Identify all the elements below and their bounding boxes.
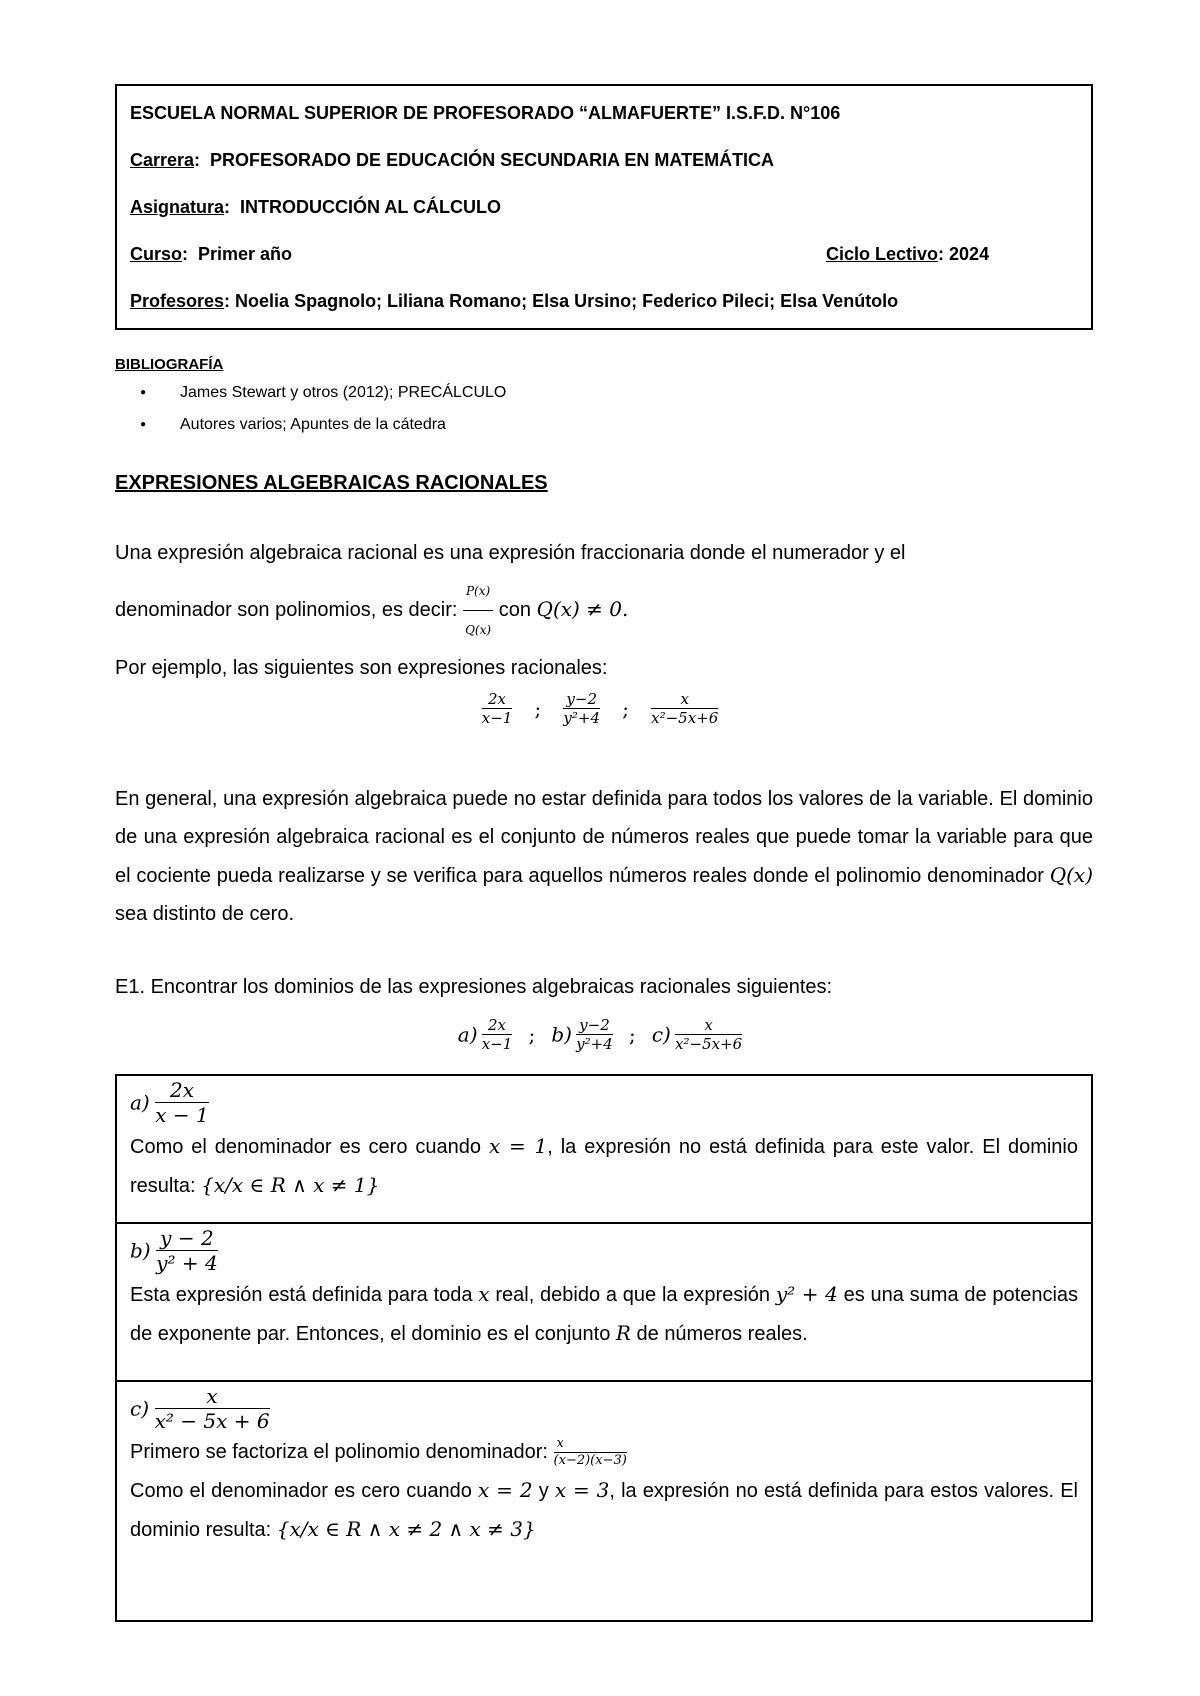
answer-label: c) (130, 1396, 150, 1421)
answer-c-text (130, 1471, 1078, 1549)
fraction-numerator: P(x) (463, 572, 493, 611)
answer-fraction (155, 1384, 270, 1433)
separator: ; (534, 696, 542, 721)
exercise-title: E1. Encontrar los dominios de las expresiones algebraicas racionales siguientes: (115, 976, 833, 998)
carrera-value: PROFESORADO DE EDUCACIÓN SECUNDARIA EN MATEMÁTICA (210, 150, 775, 170)
answer-a-text (130, 1127, 1078, 1205)
fraction-denominator: y²+4 (576, 1035, 613, 1053)
example-fraction (651, 690, 718, 727)
fraction-denominator: y²+4 (563, 709, 601, 727)
answer-c-factor (130, 1433, 1078, 1471)
math: {x/x ∈ R ∧ x ≠ 1} (201, 1173, 380, 1197)
math: x (478, 1282, 490, 1306)
text: , la expresión no está definida para este valor. El dominio resulta: (130, 1136, 1078, 1197)
separator: ; (528, 1022, 536, 1047)
ciclo-label: Ciclo Lectivo (826, 244, 939, 264)
general-text-end: sea distinto de cero. (115, 903, 294, 925)
intro-con: con (493, 598, 537, 621)
intro-condition: Q(x) ≠ 0. (536, 596, 629, 621)
fraction-numerator: 2x (482, 690, 513, 709)
example-fraction (482, 690, 513, 727)
math: x = 1 (488, 1134, 548, 1158)
fraction-numerator: y − 2 (156, 1226, 218, 1251)
fraction-denominator: x² − 5x + 6 (154, 1409, 270, 1433)
math: x = 3 (554, 1478, 610, 1502)
curso-label: Curso (130, 244, 183, 264)
example-fraction (563, 690, 600, 727)
fraction-denominator: (x−2)(x−3) (553, 1453, 627, 1469)
text: Como el denominador es cero cuando (130, 1480, 478, 1502)
exercise-fraction (482, 1016, 513, 1053)
fraction-numerator: x (675, 1016, 742, 1035)
example-intro: Por ejemplo, las siguientes son expresiones racionales: (115, 657, 608, 679)
qx-math: Q(x) (1049, 863, 1093, 887)
text: real, debido a que la expresión (489, 1284, 776, 1306)
fraction-denominator: x−1 (481, 709, 513, 727)
fraction-denominator: x²−5x+6 (651, 709, 719, 727)
math: {x/x ∈ R ∧ x ≠ 2 ∧ x ≠ 3} (276, 1517, 536, 1541)
intro-line-2-text: denominador son polinomios, es decir: (115, 598, 463, 621)
asignatura-label: Asignatura (130, 197, 225, 217)
carrera-label: Carrera (130, 150, 195, 170)
asignatura-row: Asignatura: INTRODUCCIÓN AL CÁLCULO (130, 197, 502, 217)
answer-a-expression (130, 1078, 1078, 1127)
math: R (615, 1321, 631, 1345)
fraction-denominator: x²−5x+6 (675, 1035, 743, 1053)
profesores-value: Noelia Spagnolo; Liliana Romano; Elsa Ursino; Federico Pileci; Elsa Venútolo (235, 291, 899, 311)
header-box (115, 84, 1093, 330)
fraction-numerator: y−2 (563, 690, 600, 709)
fraction-denominator: x − 1 (155, 1103, 209, 1127)
profesores-row: Profesores: Noelia Spagnolo; Liliana Romano; Elsa Ursino; Federico Pileci; Elsa Venútolo (130, 291, 899, 311)
fraction-numerator: y−2 (576, 1016, 613, 1035)
text: Como el denominador es cero cuando (130, 1136, 489, 1158)
text: es una suma de potencias de exponente par. Entonces, el dominio es el conjunto (130, 1284, 1079, 1345)
ciclo-lectivo: Ciclo Lectivo: 2024 (826, 244, 990, 264)
math: x = 2 (477, 1478, 533, 1502)
text: , la expresión no está definida para estos valores. El dominio resulta: (130, 1480, 1078, 1541)
exercise-label: c) (651, 1022, 671, 1047)
answers-table (115, 1074, 1093, 1622)
separator: ; (628, 1022, 636, 1047)
answer-label: b) (130, 1238, 151, 1263)
text: Primero se factoriza el polinomio denominador: (130, 1441, 554, 1463)
fraction-numerator: 2x (155, 1078, 208, 1103)
text: Esta expresión está definida para toda (130, 1284, 479, 1306)
text: y (532, 1480, 555, 1502)
pq-fraction (463, 572, 493, 649)
fraction-numerator: x (155, 1384, 270, 1409)
answer-label: a) (130, 1090, 150, 1115)
fraction-numerator: x (554, 1436, 627, 1453)
exercise-fraction (576, 1016, 613, 1053)
intro-line-1: Una expresión algebraica racional es una expresión fraccionaria donde el numerador y el (115, 542, 906, 564)
exercise-label: b) (551, 1022, 572, 1047)
answer-b (117, 1224, 1091, 1382)
text: de números reales. (630, 1323, 808, 1345)
exercise-label: a) (457, 1022, 478, 1047)
answer-a (117, 1076, 1091, 1224)
intro-line-2 (115, 572, 1093, 649)
separator: ; (622, 696, 629, 721)
factored-fraction (554, 1436, 627, 1469)
answer-b-expression (130, 1226, 1078, 1275)
fraction-denominator: Q(x) (465, 623, 492, 637)
asignatura-value: INTRODUCCIÓN AL CÁLCULO (240, 197, 502, 217)
fraction-denominator: y² + 4 (156, 1251, 218, 1275)
curso-row: Curso: Primer año Ciclo Lectivo: 2024 (130, 241, 1078, 288)
ciclo-value: 2024 (949, 244, 990, 264)
profesores-label: Profesores (130, 291, 225, 311)
exercise-fraction (675, 1016, 742, 1053)
bibliography-item: ● Autores varios; Apuntes de la cátedra (180, 415, 506, 447)
fraction-denominator: x−1 (481, 1035, 513, 1053)
bibliography-list (115, 383, 506, 447)
carrera-row: Carrera: PROFESORADO DE EDUCACIÓN SECUNDARIA EN MATEMÁTICA (130, 150, 775, 170)
school-name: ESCUELA NORMAL SUPERIOR DE PROFESORADO “ALMAFUERTE” I.S.F.D. N°106 (130, 103, 841, 123)
general-text: En general, una expresión algebraica puede no estar definida para todos los valores de la variable. El dominio de una expresión algebraica racional es el conjunto de números reales que puede tomar la variable para que el cociente pueda realizarse y se verifica para aquellos números reales donde el polinomio denominador (115, 788, 1093, 887)
section-title: EXPRESIONES ALGEBRAICAS RACIONALES (115, 472, 548, 494)
bibliography-title: BIBLIOGRAFÍA (115, 356, 224, 373)
fraction-numerator: 2x (482, 1016, 513, 1035)
curso-value: Primer año (198, 244, 293, 264)
answer-c (117, 1382, 1091, 1620)
intro-paragraph (115, 534, 1093, 687)
answer-fraction (156, 1226, 218, 1275)
answer-b-text (130, 1275, 1078, 1353)
answer-c-expression (130, 1384, 1078, 1433)
bibliography (115, 356, 506, 447)
bibliography-item: ● James Stewart y otros (2012); PRECÁLCULO (180, 383, 506, 415)
general-paragraph (115, 780, 1093, 933)
math: y² + 4 (775, 1282, 838, 1306)
fraction-numerator: x (651, 690, 718, 709)
answer-fraction (155, 1078, 208, 1127)
examples-row (0, 690, 1200, 727)
exercise-expressions (0, 1016, 1200, 1053)
